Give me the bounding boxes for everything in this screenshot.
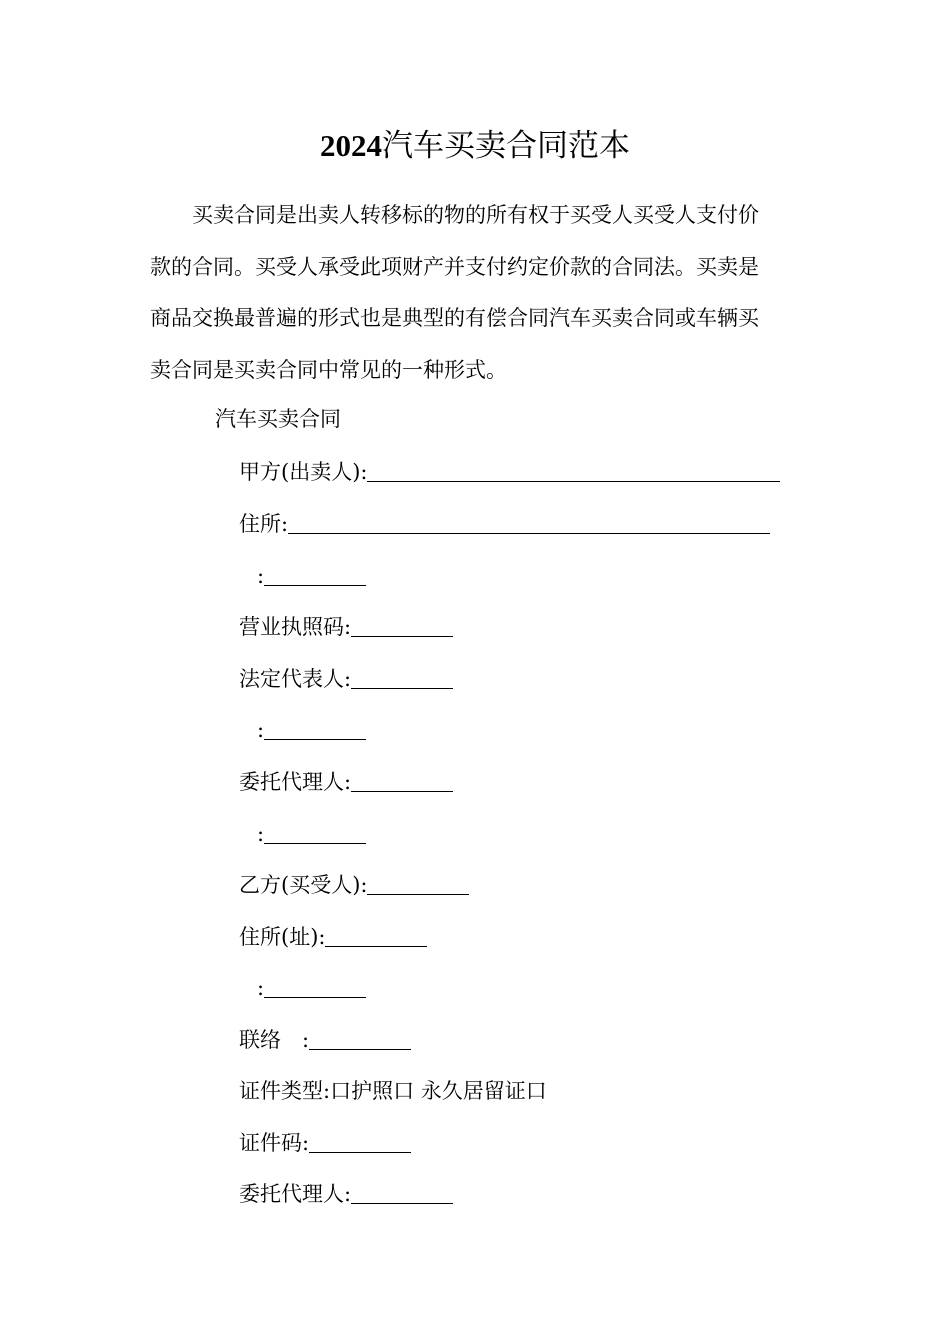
- field-blank-3: [257, 815, 366, 853]
- field-blank-1: [257, 557, 366, 595]
- field-party-b: [239, 866, 469, 904]
- field-address-a: [239, 505, 770, 543]
- field-label: 联络 :: [239, 1028, 310, 1052]
- fill-blank-line[interactable]: [351, 614, 453, 637]
- field-label: 法定代表人:: [239, 667, 352, 691]
- field-label: 委托代理人:: [239, 1182, 352, 1206]
- field-id-type: [239, 1072, 547, 1110]
- fill-blank-line[interactable]: [367, 872, 469, 895]
- field-label: 证件码:: [239, 1131, 310, 1155]
- fill-blank-line[interactable]: [367, 459, 780, 482]
- field-label: 委托代理人:: [239, 770, 352, 794]
- field-label: :: [257, 976, 265, 1000]
- fill-blank-line[interactable]: [351, 666, 453, 689]
- document-title: [0, 124, 950, 168]
- fill-blank-line[interactable]: [264, 821, 366, 844]
- contract-heading: 汽车买卖合同: [215, 407, 341, 431]
- field-label: 甲方(出卖人):: [239, 460, 368, 484]
- intro-line: 买卖合同是出卖人转移标的物的所有权于买受人买受人支付价: [192, 203, 759, 227]
- field-blank-4: [257, 969, 366, 1007]
- fill-blank-line[interactable]: [264, 717, 366, 740]
- field-label: 住所:: [239, 512, 289, 536]
- field-label: 证件类型:口护照口 永久居留证口: [239, 1079, 547, 1103]
- field-party-a: [239, 453, 780, 491]
- field-id-code: [239, 1124, 411, 1162]
- field-label: 住所(址):: [239, 925, 326, 949]
- field-legal-rep: [239, 660, 453, 698]
- fill-blank-line[interactable]: [309, 1130, 411, 1153]
- title-text: 汽车买卖合同范本: [382, 128, 630, 164]
- fill-blank-line[interactable]: [309, 1027, 411, 1050]
- field-blank-2: [257, 711, 366, 749]
- title-year: 2024: [320, 128, 382, 163]
- intro-paragraph: [150, 190, 802, 396]
- fill-blank-line[interactable]: [351, 769, 453, 792]
- fill-blank-line[interactable]: [325, 924, 427, 947]
- intro-line: 卖合同是买卖合同中常见的一种形式。: [150, 357, 507, 382]
- field-label: 营业执照码:: [239, 615, 352, 639]
- field-label: :: [257, 822, 265, 846]
- fill-blank-line[interactable]: [264, 563, 366, 586]
- field-license-code: [239, 608, 453, 646]
- intro-line: 商品交换最普遍的形式也是典型的有偿合同汽车买卖合同或车辆买: [150, 306, 759, 330]
- field-label: :: [257, 564, 265, 588]
- intro-line: 款的合同。买受人承受此项财产并支付约定价款的合同法。买卖是: [150, 254, 759, 279]
- field-address-b: [239, 918, 427, 956]
- fill-blank-line[interactable]: [288, 511, 770, 534]
- field-agent-a: [239, 763, 453, 801]
- field-contact: [239, 1021, 411, 1059]
- fill-blank-line[interactable]: [351, 1181, 453, 1204]
- field-label: 乙方(买受人):: [239, 873, 368, 897]
- field-label: :: [257, 718, 265, 742]
- fill-blank-line[interactable]: [264, 975, 366, 998]
- field-agent-b: [239, 1175, 453, 1213]
